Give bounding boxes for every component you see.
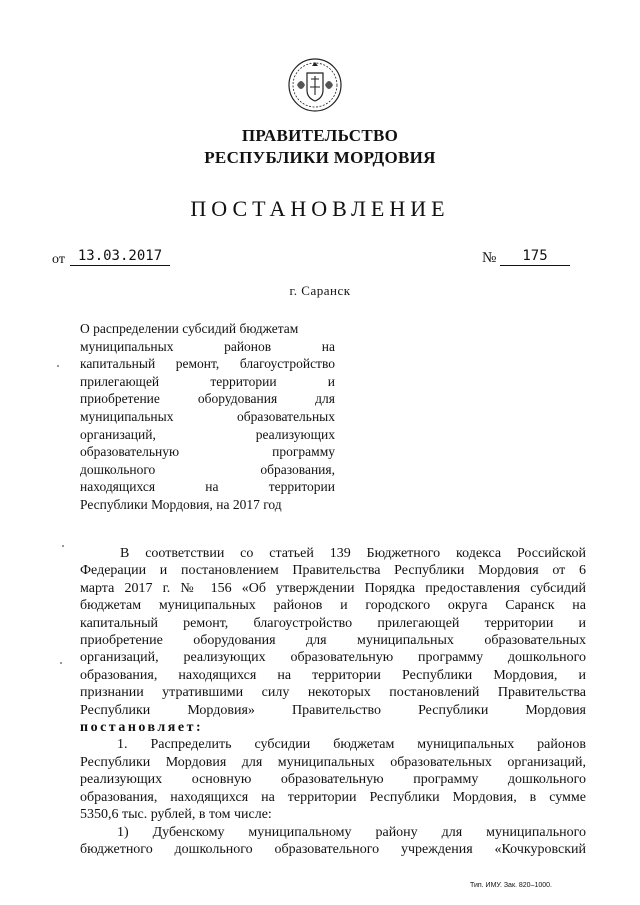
body-line: Республики Мордовия» Правительство Республики Мордовия (80, 702, 586, 718)
scan-speck (62, 545, 64, 547)
title-line: Республики Мордовия, на 2017 год (80, 496, 282, 512)
body-line: приобретение оборудования для муниципальных образовательных (80, 633, 586, 649)
coat-of-arms-emblem (287, 57, 343, 113)
decree-title (80, 320, 335, 514)
body-line: 5350,6 тыс. рублей, в том числе: (80, 807, 272, 823)
city-name: г. Саранск (289, 283, 351, 298)
body-line: признании утратившими силу некоторых постановлений Правительства (80, 685, 586, 701)
body-line: В соответствии со статьей 139 Бюджетного кодекса Российской (120, 546, 586, 561)
scan-speck (60, 662, 62, 664)
title-line: муниципальных районов на (80, 338, 335, 354)
body-line: Федерации и постановлением Правительства Республики Мордовия от 6 (80, 563, 586, 579)
body-line: бюджетам муниципальных районов и городского округа Саранск на (80, 598, 586, 614)
title-line: дошкольного образования, (80, 461, 335, 477)
body-line: 1) Дубенскому муниципальному району для муниципального (117, 824, 586, 840)
title-line: О распределении субсидий бюджетам (80, 321, 299, 336)
government-name-line1: ПРАВИТЕЛЬСТВО (241, 126, 399, 145)
body-line: 1. Распределить субсидии бюджетам муниципальных районов (117, 737, 586, 753)
date-label: от (52, 252, 65, 267)
title-line: муниципальных образовательных (80, 408, 335, 424)
body-line: организаций, реализующих образовательную программу дошкольного (80, 650, 586, 666)
number-value: 175 (500, 248, 570, 266)
body-line: капитальный ремонт, благоустройство прилегающей территории и (80, 615, 586, 631)
resolves-word: постановляет: (80, 720, 204, 736)
body-line: марта 2017 г. № 156 «Об утверждении Порядка предоставления субсидий (80, 580, 586, 596)
title-line: организаций, реализующих (80, 426, 335, 442)
date-value: 13.03.2017 (70, 248, 170, 266)
body-line: реализующих основную образовательную программу дошкольного (80, 772, 586, 788)
decree-body (80, 545, 586, 858)
body-line: образования, находящихся на территории Республики Мордовия, и (80, 667, 586, 683)
body-line: Республики Мордовия для муниципальных образовательных организаций, (80, 754, 586, 770)
title-line: приобретение оборудования для (80, 391, 335, 407)
body-line: образования, находящихся на территории Республики Мордовия, в сумме (80, 789, 586, 805)
body-line: бюджетного дошкольного образовательного учреждения «Кочкуровский (80, 841, 586, 857)
scan-speck (57, 365, 59, 367)
print-mark: Тип. ИМУ. Зак. 820–1000. (470, 882, 552, 889)
government-name-line2: РЕСПУБЛИКИ МОРДОВИЯ (204, 148, 436, 167)
title-line: капитальный ремонт, благоустройство (80, 356, 335, 372)
number-label: № (482, 250, 497, 266)
title-line: прилегающей территории и (80, 373, 335, 389)
document-type: ПОСТАНОВЛЕНИЕ (190, 196, 450, 221)
title-line: образовательную программу (80, 444, 335, 460)
title-line: находящихся на территории (80, 479, 335, 495)
